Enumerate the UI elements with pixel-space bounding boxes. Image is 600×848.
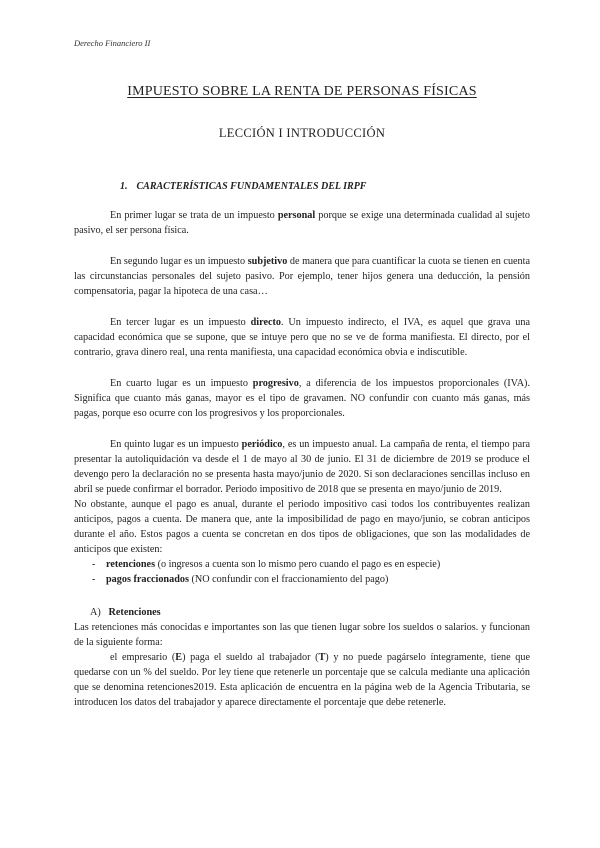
subsection-title: Retenciones [108,607,161,618]
term-progresivo: progresivo [252,378,299,389]
paragraph-retenciones: Las retenciones más conocidas e importantes son las que tienen lugar sobre los sueldos o salarios. y funcionan de la siguiente forma: [74,622,530,648]
term-directo: directo [250,317,281,328]
paragraph-progresivo: En cuarto lugar es un impuesto progresivo, a diferencia de los impuestos proporcionales (IVA). Significa que cuanto más ganas, mayor es el tipo de gravamen. NO confundir con cuanto más ganas, más pagas, porque eso ocurre con los progresivos y los proporcionales. [74,378,530,419]
document-title: IMPUESTO SOBRE LA RENTA DE PERSONAS FÍSICAS [127,84,477,99]
subsection-heading [90,605,530,620]
paragraph-subjetivo: En segundo lugar es un impuesto subjetivo de manera que para cuantificar la cuota se tienen en cuenta las circunstancias personales del sujeto pasivo. Por ejemplo, tener hijos genera una deducción, la pensión compensatoria, pagar la hipoteca de una casa… [74,256,531,297]
lesson-title: LECCIÓN I INTRODUCCIÓN [218,126,386,140]
term-personal: personal [277,210,316,221]
section-heading [74,179,530,194]
section-number: 1. [120,181,128,192]
list-item: - retenciones (o ingresos a cuenta son lo mismo pero cuando el pago es en especie) [92,557,530,572]
paragraph-directo: En tercer lugar es un impuesto directo. Un impuesto indirecto, el IVA, es aquel que grava una capacidad económica que se supone, que se intuye pero que no se ve de forma manifiesta. El directo, por el contrario, grava dinero real, una renta manifiesta, una capacidad económica obvia e indiscutible. [74,317,530,358]
anticipos-list [74,557,530,587]
paragraph-periodico: En quinto lugar es un impuesto periódico, es un impuesto anual. La campaña de renta, el tiempo para presentar la autoliquidación va desde el 1 de mayo al 30 de junio. El 31 de diciembre de 2019 se produce el devengo pero la declaración no se presenta hasta mayo/junio de 2020. Si son declaraciones sencillas incluso en abril se puede confirmar el borrador. Periodo impositivo de 2018 que se presenta en mayo/junio de 2019. [74,439,531,495]
paragraph-anticipos: No obstante, aunque el pago es anual, durante el periodo impositivo casi todos los contribuyentes realizan anticipos, pagos a cuenta. De manera que, ante la imposibilidad de pago en mayo/junio, se cobran anticipos durante el año. Estos pagos a cuenta se concretan en dos tipos de obligaciones, que son las modalidades de anticipos que existen: [74,499,530,555]
subsection-letter: A) [90,607,101,618]
paragraph-retenciones-detalle: el empresario (E) paga el sueldo al trabajador (T) y no puede pagárselo íntegramente, tiene que quedarse con un % del sueldo. Por ley tiene que retenerle un porcentaje que se calcula mediante una aplicación que se denomina retenciones2019. Esta aplicación de encuentra en la página web de la Agencia Tributaria, se introducen los datos del trabajador y aparece directamente el porcentaje que debe retenerle. [74,652,530,708]
term-periodico: periódico [241,439,283,450]
term-subjetivo: subjetivo [247,256,288,267]
section-title: CARACTERÍSTICAS FUNDAMENTALES DEL IRPF [136,181,367,192]
paragraph-personal: En primer lugar se trata de un impuesto personal porque se exige una determinada cualidad al sujeto pasivo, el ser persona física. [74,210,530,236]
list-item: - pagos fraccionados (NO confundir con el fraccionamiento del pago) [92,572,530,587]
running-header: Derecho Financiero II [74,38,151,48]
